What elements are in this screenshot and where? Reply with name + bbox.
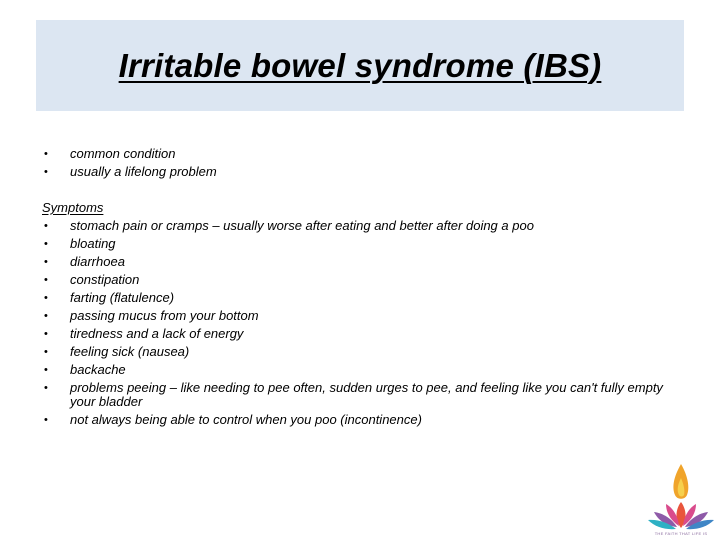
intro-item-text: common condition: [70, 146, 176, 161]
symptom-text: bloating: [70, 236, 116, 251]
title-banner: [36, 20, 684, 111]
intro-section: [42, 145, 667, 181]
bullet-icon: •: [44, 328, 48, 340]
list-item: [42, 271, 667, 289]
symptom-text: problems peeing – like needing to pee often, sudden urges to pee, and feeling like you can't fully empty your bladder: [70, 380, 663, 409]
list-item: [42, 163, 667, 181]
logo-caption: THE FAITH THAT LIFE IS: [654, 531, 708, 536]
symptoms-section: [42, 199, 667, 429]
symptoms-heading: Symptoms: [42, 200, 104, 215]
bullet-icon: •: [44, 238, 48, 250]
bullet-icon: •: [44, 346, 48, 358]
list-item: [42, 217, 667, 235]
lotus-flame-logo-icon: [642, 462, 720, 540]
symptom-text: diarrhoea: [70, 254, 125, 269]
bullet-icon: •: [44, 256, 48, 268]
symptom-text: passing mucus from your bottom: [70, 308, 259, 323]
slide-title: Irritable bowel syndrome (IBS): [118, 46, 602, 84]
list-item: [42, 379, 667, 411]
list-item: [42, 361, 667, 379]
bullet-icon: •: [44, 292, 48, 304]
symptoms-list: [42, 217, 667, 429]
list-item: [42, 411, 667, 429]
symptom-text: constipation: [70, 272, 140, 287]
symptom-text: farting (flatulence): [70, 290, 175, 305]
list-item: [42, 235, 667, 253]
bullet-icon: •: [44, 220, 48, 232]
symptom-text: not always being able to control when you poo (incontinence): [70, 412, 422, 427]
intro-list: [42, 145, 667, 181]
symptom-text: feeling sick (nausea): [70, 344, 190, 359]
list-item: [42, 145, 667, 163]
bullet-icon: •: [44, 382, 48, 394]
symptom-text: stomach pain or cramps – usually worse after eating and better after doing a poo: [70, 218, 534, 233]
bullet-icon: •: [44, 274, 48, 286]
intro-item-text: usually a lifelong problem: [70, 164, 217, 179]
list-item: [42, 253, 667, 271]
bullet-icon: •: [44, 364, 48, 376]
list-item: [42, 289, 667, 307]
bullet-icon: •: [44, 414, 48, 426]
list-item: [42, 325, 667, 343]
list-item: [42, 343, 667, 361]
bullet-icon: •: [44, 148, 48, 160]
list-item: [42, 307, 667, 325]
symptom-text: backache: [70, 362, 126, 377]
bullet-icon: •: [44, 310, 48, 322]
symptom-text: tiredness and a lack of energy: [70, 326, 244, 341]
bullet-icon: •: [44, 166, 48, 178]
